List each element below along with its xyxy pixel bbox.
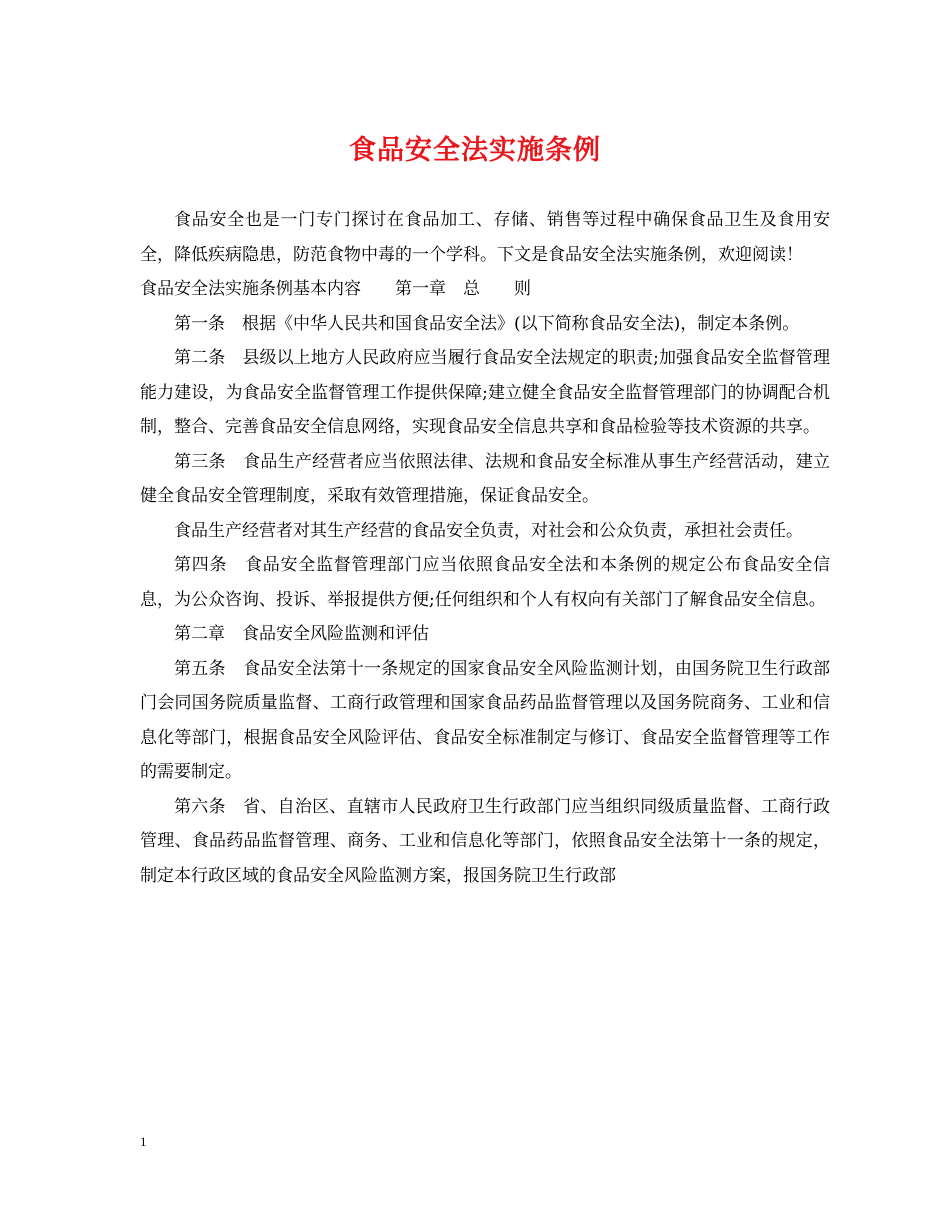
intro-paragraph: 食品安全也是一门专门探讨在食品加工、存储、销售等过程中确保食品卫生及食用安全，降低疾病隐患，防范食物中毒的一个学科。下文是食品安全法实施条例，欢迎阅读！ [140,210,830,265]
chapter-one-heading: 食品安全法实施条例基本内容 第一章 总 则 [140,279,531,299]
article-2-paragraph: 第二条 县级以上地方人民政府应当履行食品安全法规定的职责;加强食品安全监督管理能力建设，为食品安全监督管理工作提供保障;建立健全食品安全监督管理部门的协调配合机制，整合、完善食品安全信息网络，实现食品安全信息共享和食品检验等技术资源的共享。 [140,348,830,437]
document-body [140,203,830,893]
page-number: 1 [140,1134,147,1149]
article-3-continued-paragraph: 食品生产经营者对其生产经营的食品安全负责，对社会和公众负责，承担社会责任。 [174,520,803,541]
article-4-paragraph: 第四条 食品安全监督管理部门应当依照食品安全法和本条例的规定公布食品安全信息，为公众咨询、投诉、举报提供方便;任何组织和个人有权向有关部门了解食品安全信息。 [140,555,830,610]
article-3-paragraph: 第三条 食品生产经营者应当依照法律、法规和食品安全标准从事生产经营活动，建立健全食品安全管理制度，采取有效管理措施，保证食品安全。 [140,451,830,506]
article-6-paragraph: 第六条 省、自治区、直辖市人民政府卫生行政部门应当组织同级质量监督、工商行政管理、食品药品监督管理、商务、工业和信息化等部门，依照食品安全法第十一条的规定，制定本行政区域的食品安全风险监测方案，报国务院卫生行政部 [140,796,830,886]
document-title: 食品安全法实施条例 [349,135,601,166]
article-5-paragraph: 第五条 食品安全法第十一条规定的国家食品安全风险监测计划，由国务院卫生行政部门会同国务院质量监督、工商行政管理和国家食品药品监督管理以及国务院商务、工业和信息化等部门，根据食品安全风险评估、食品安全标准制定与修订、食品安全监督管理等工作的需要制定。 [140,658,830,782]
chapter-two-heading: 第二章 食品安全风险监测和评估 [174,624,429,644]
article-1-paragraph: 第一条 根据《中华人民共和国食品安全法》(以下简称食品安全法)，制定本条例。 [174,313,800,334]
